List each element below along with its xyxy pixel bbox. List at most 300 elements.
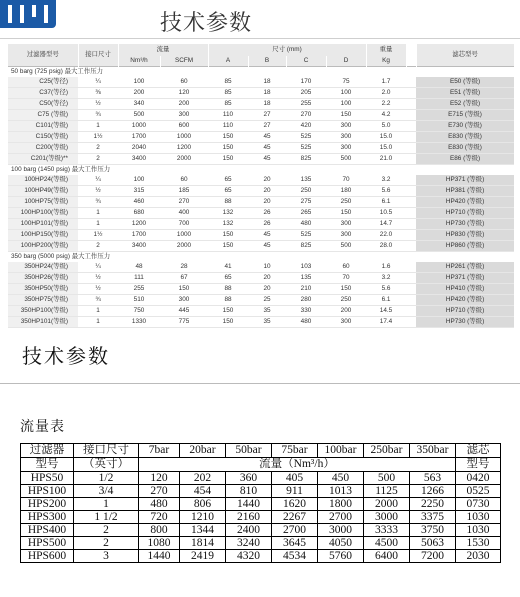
cell-flow: 405 <box>272 472 318 485</box>
table-row <box>8 262 514 273</box>
cell-element: E830 (等级) <box>416 132 514 143</box>
banner-divider <box>0 38 520 39</box>
cell-flow-nm3h: 1000 <box>118 121 160 132</box>
doc-divider <box>0 383 520 384</box>
cell-port: ½ <box>78 99 118 110</box>
cell-flow: 270 <box>139 485 180 498</box>
cell-dim-b: 45 <box>248 241 286 252</box>
table-row <box>21 550 501 563</box>
cell-element: HP410 (等级) <box>416 284 514 295</box>
cell-dim-c: 330 <box>286 306 326 317</box>
flow-header-pressure: 350bar <box>410 444 456 458</box>
cell-dim-b: 27 <box>248 110 286 121</box>
cell-flow-scfm: 445 <box>160 306 208 317</box>
cell-flow: 202 <box>180 472 226 485</box>
cell-dim-b: 18 <box>248 88 286 99</box>
flow-table <box>20 443 501 563</box>
flow-header-element-2: 型号 <box>456 458 501 472</box>
flow-header-model-2: 型号 <box>21 458 74 472</box>
table-row <box>8 241 514 252</box>
table-row <box>8 306 514 317</box>
table-row <box>8 284 514 295</box>
cell-flow-nm3h: 510 <box>118 295 160 306</box>
cell-model: 350HP100(等级) <box>8 306 78 317</box>
cell-element: 2030 <box>456 550 501 563</box>
cell-model: 350HP26(等级) <box>8 273 78 284</box>
cell-port: 2 <box>78 143 118 154</box>
cell-flow: 4500 <box>364 537 410 550</box>
cell-weight: 14.5 <box>366 306 406 317</box>
cell-model: 350HP50(等级) <box>8 284 78 295</box>
cell-flow-scfm: 775 <box>160 317 208 328</box>
table-row <box>8 132 514 143</box>
table-row <box>8 77 514 88</box>
cell-dim-c: 480 <box>286 317 326 328</box>
header-model: 过滤器型号 <box>8 44 78 67</box>
flow-header-model: 过滤器 <box>21 444 74 458</box>
cell-port: 3/4 <box>74 485 139 498</box>
cell-port: 2 <box>74 537 139 550</box>
cell-flow-scfm: 700 <box>160 219 208 230</box>
cell-weight: 2.0 <box>366 88 406 99</box>
cell-element: HP830 (等级) <box>416 230 514 241</box>
cell-dim-a: 150 <box>208 241 248 252</box>
cell-flow: 2400 <box>226 524 272 537</box>
header-flow-unit: Nm³/h <box>118 56 160 67</box>
cell-flow-scfm: 1000 <box>160 230 208 241</box>
cell-flow-nm3h: 111 <box>118 273 160 284</box>
cell-flow: 4534 <box>272 550 318 563</box>
cell-flow: 4050 <box>318 537 364 550</box>
cell-weight: 22.0 <box>366 230 406 241</box>
cell-flow: 720 <box>139 511 180 524</box>
cell-dim-d: 150 <box>326 208 366 219</box>
table-row <box>8 186 514 197</box>
cell-model: C150(等级) <box>8 132 78 143</box>
cell-flow: 2267 <box>272 511 318 524</box>
cell-model: C200(等级) <box>8 143 78 154</box>
cell-model: 350HP24(等级) <box>8 262 78 273</box>
cell-dim-a: 88 <box>208 197 248 208</box>
table-row <box>8 317 514 328</box>
cell-weight: 3.2 <box>366 175 406 186</box>
cell-flow-scfm: 120 <box>160 88 208 99</box>
cell-flow-scfm: 2000 <box>160 241 208 252</box>
flow-table-title: 流量表 <box>20 419 65 435</box>
cell-model: C25(等径) <box>8 77 78 88</box>
table-row <box>21 537 501 550</box>
cell-flow-scfm: 1000 <box>160 132 208 143</box>
spacer-cell <box>406 273 416 284</box>
cell-dim-c: 525 <box>286 143 326 154</box>
cell-port: ½ <box>78 186 118 197</box>
cell-dim-b: 20 <box>248 175 286 186</box>
cell-dim-a: 110 <box>208 110 248 121</box>
header-port: 接口尺寸 <box>78 44 118 67</box>
table-row <box>8 143 514 154</box>
brand-logo <box>0 0 56 28</box>
cell-model: 100HP49(等级) <box>8 186 78 197</box>
cell-dim-d: 180 <box>326 186 366 197</box>
cell-port: 1 <box>78 121 118 132</box>
cell-flow-scfm: 60 <box>160 77 208 88</box>
cell-model: HPS400 <box>21 524 74 537</box>
cell-element: HP730 (等级) <box>416 219 514 230</box>
cell-dim-c: 265 <box>286 208 326 219</box>
cell-port: ¾ <box>78 197 118 208</box>
table-row <box>8 154 514 165</box>
spacer-cell <box>406 186 416 197</box>
cell-port: 1 <box>78 306 118 317</box>
table-row <box>8 219 514 230</box>
cell-dim-a: 88 <box>208 284 248 295</box>
cell-dim-a: 150 <box>208 143 248 154</box>
cell-model: 350HP75(等级) <box>8 295 78 306</box>
cell-flow-nm3h: 1200 <box>118 219 160 230</box>
cell-element: 1030 <box>456 524 501 537</box>
cell-dim-a: 65 <box>208 186 248 197</box>
page-banner <box>0 0 520 44</box>
section-label: 350 barg (5000 psig) 最大工作压力 <box>8 252 514 263</box>
spacer-cell <box>406 219 416 230</box>
cell-port: 2 <box>78 154 118 165</box>
header-dim: B <box>248 56 286 67</box>
cell-flow: 1440 <box>139 550 180 563</box>
cell-dim-c: 280 <box>286 295 326 306</box>
cell-weight: 10.5 <box>366 208 406 219</box>
cell-dim-c: 270 <box>286 110 326 121</box>
cell-dim-c: 825 <box>286 154 326 165</box>
cell-flow: 3333 <box>364 524 410 537</box>
cell-flow: 3240 <box>226 537 272 550</box>
cell-element: 0420 <box>456 472 501 485</box>
cell-model: 100HP75(等级) <box>8 197 78 208</box>
cell-weight: 3.2 <box>366 273 406 284</box>
cell-flow-scfm: 300 <box>160 110 208 121</box>
spec-table-body <box>8 67 514 328</box>
cell-flow: 2160 <box>226 511 272 524</box>
cell-flow: 3000 <box>364 511 410 524</box>
section-label: 50 barg (725 psig) 最大工作压力 <box>8 67 514 78</box>
cell-dim-a: 150 <box>208 306 248 317</box>
cell-flow: 1125 <box>364 485 410 498</box>
cell-port: ¾ <box>78 295 118 306</box>
cell-flow-nm3h: 3400 <box>118 154 160 165</box>
flow-header-pressure: 100bar <box>318 444 364 458</box>
cell-flow: 480 <box>139 498 180 511</box>
spacer-cell <box>406 110 416 121</box>
cell-flow-nm3h: 100 <box>118 77 160 88</box>
section-header <box>8 165 514 176</box>
cell-weight: 6.1 <box>366 295 406 306</box>
cell-model: 350HP101(等级) <box>8 317 78 328</box>
cell-dim-c: 250 <box>286 186 326 197</box>
cell-dim-b: 20 <box>248 284 286 295</box>
cell-port: 1 <box>78 219 118 230</box>
cell-flow: 450 <box>318 472 364 485</box>
cell-dim-c: 170 <box>286 77 326 88</box>
cell-element: HP710 (等级) <box>416 306 514 317</box>
cell-dim-d: 500 <box>326 241 366 252</box>
cell-dim-a: 65 <box>208 175 248 186</box>
cell-flow-nm3h: 2040 <box>118 143 160 154</box>
cell-flow-nm3h: 1700 <box>118 132 160 143</box>
cell-port: ½ <box>78 284 118 295</box>
cell-model: C201(等级)** <box>8 154 78 165</box>
cell-port: ¼ <box>78 77 118 88</box>
spacer-cell <box>406 99 416 110</box>
header-dim: C <box>286 56 326 67</box>
cell-dim-b: 20 <box>248 197 286 208</box>
cell-flow-scfm: 60 <box>160 175 208 186</box>
cell-flow: 5063 <box>410 537 456 550</box>
cell-dim-c: 480 <box>286 219 326 230</box>
cell-dim-a: 41 <box>208 262 248 273</box>
flow-header-port-2: （英寸） <box>74 458 139 472</box>
cell-model: HPS300 <box>21 511 74 524</box>
cell-weight: 21.0 <box>366 154 406 165</box>
cell-dim-b: 45 <box>248 154 286 165</box>
spacer-cell <box>406 284 416 295</box>
cell-element: E730 (等级) <box>416 121 514 132</box>
table-row <box>8 175 514 186</box>
spacer-cell <box>406 154 416 165</box>
cell-dim-a: 132 <box>208 208 248 219</box>
table-row <box>8 295 514 306</box>
spacer-cell <box>406 317 416 328</box>
cell-flow-nm3h: 48 <box>118 262 160 273</box>
cell-dim-d: 100 <box>326 99 366 110</box>
cell-dim-d: 300 <box>326 230 366 241</box>
cell-model: HPS500 <box>21 537 74 550</box>
cell-element: E830 (等级) <box>416 143 514 154</box>
spacer-cell <box>406 262 416 273</box>
cell-flow-scfm: 185 <box>160 186 208 197</box>
cell-flow: 806 <box>180 498 226 511</box>
cell-dim-d: 300 <box>326 132 366 143</box>
cell-weight: 5.0 <box>366 121 406 132</box>
flow-header-port: 接口尺寸 <box>74 444 139 458</box>
cell-flow: 6400 <box>364 550 410 563</box>
cell-flow: 1344 <box>180 524 226 537</box>
cell-flow: 1266 <box>410 485 456 498</box>
table-row <box>8 273 514 284</box>
cell-port: 1 1/2 <box>74 511 139 524</box>
cell-model: C37(等径) <box>8 88 78 99</box>
cell-port: 1½ <box>78 132 118 143</box>
spacer-cell <box>406 197 416 208</box>
cell-dim-b: 18 <box>248 99 286 110</box>
cell-dim-c: 275 <box>286 197 326 208</box>
cell-dim-b: 26 <box>248 219 286 230</box>
cell-flow: 563 <box>410 472 456 485</box>
spacer-cell <box>406 77 416 88</box>
cell-dim-d: 300 <box>326 219 366 230</box>
cell-port: 3 <box>74 550 139 563</box>
cell-dim-b: 26 <box>248 208 286 219</box>
cell-element: 1030 <box>456 511 501 524</box>
cell-flow-nm3h: 750 <box>118 306 160 317</box>
cell-flow-nm3h: 1700 <box>118 230 160 241</box>
cell-element: E86 (等级) <box>416 154 514 165</box>
flow-header-pressure: 75bar <box>272 444 318 458</box>
cell-element: E715 (等级) <box>416 110 514 121</box>
table-row <box>21 524 501 537</box>
cell-dim-d: 300 <box>326 121 366 132</box>
cell-dim-d: 60 <box>326 262 366 273</box>
cell-dim-a: 85 <box>208 99 248 110</box>
cell-dim-a: 150 <box>208 132 248 143</box>
cell-weight: 17.4 <box>366 317 406 328</box>
cell-element: E50 (等级) <box>416 77 514 88</box>
cell-flow-nm3h: 340 <box>118 99 160 110</box>
cell-model: HPS600 <box>21 550 74 563</box>
cell-port: 1 <box>74 498 139 511</box>
cell-element: E52 (等级) <box>416 99 514 110</box>
cell-weight: 15.0 <box>366 132 406 143</box>
cell-port: 2 <box>74 524 139 537</box>
cell-port: ⅜ <box>78 88 118 99</box>
cell-dim-b: 20 <box>248 273 286 284</box>
cell-element: HP381 (等级) <box>416 186 514 197</box>
table-row <box>8 99 514 110</box>
cell-flow: 1814 <box>180 537 226 550</box>
cell-element: HP420 (等级) <box>416 295 514 306</box>
cell-model: 100HP200(等级) <box>8 241 78 252</box>
cell-flow: 4320 <box>226 550 272 563</box>
table-row <box>8 230 514 241</box>
spacer-cell <box>406 241 416 252</box>
cell-weight: 4.2 <box>366 110 406 121</box>
doc-title: 技术参数 <box>22 344 110 368</box>
cell-weight: 2.2 <box>366 99 406 110</box>
spacer-cell <box>406 208 416 219</box>
cell-flow-nm3h: 680 <box>118 208 160 219</box>
section-label: 100 barg (1450 psig) 最大工作压力 <box>8 165 514 176</box>
cell-port: 1 <box>78 208 118 219</box>
cell-flow-scfm: 2000 <box>160 154 208 165</box>
cell-port: 2 <box>78 241 118 252</box>
cell-flow-nm3h: 500 <box>118 110 160 121</box>
cell-dim-d: 300 <box>326 317 366 328</box>
spacer-cell <box>406 295 416 306</box>
cell-flow-scfm: 1200 <box>160 143 208 154</box>
section-header <box>8 252 514 263</box>
cell-flow-nm3h: 315 <box>118 186 160 197</box>
cell-weight: 5.6 <box>366 186 406 197</box>
cell-weight: 28.0 <box>366 241 406 252</box>
cell-dim-a: 110 <box>208 121 248 132</box>
table-row <box>8 88 514 99</box>
cell-model: 100HP101(等级) <box>8 219 78 230</box>
cell-element: HP710 (等级) <box>416 208 514 219</box>
cell-weight: 1.7 <box>366 77 406 88</box>
cell-flow-scfm: 150 <box>160 284 208 295</box>
cell-flow: 2250 <box>410 498 456 511</box>
cell-model: HPS200 <box>21 498 74 511</box>
cell-flow: 500 <box>364 472 410 485</box>
cell-dim-b: 35 <box>248 306 286 317</box>
header-dim: A <box>208 56 248 67</box>
cell-element: 0730 <box>456 498 501 511</box>
cell-dim-c: 420 <box>286 121 326 132</box>
cell-element: HP371 (等级) <box>416 273 514 284</box>
cell-weight: 6.1 <box>366 197 406 208</box>
cell-element: E51 (等级) <box>416 88 514 99</box>
cell-element: HP420 (等级) <box>416 197 514 208</box>
section-header <box>8 67 514 78</box>
flow-header-element: 滤芯 <box>456 444 501 458</box>
cell-dim-d: 75 <box>326 77 366 88</box>
cell-flow-scfm: 67 <box>160 273 208 284</box>
cell-port: ¾ <box>78 110 118 121</box>
cell-dim-d: 150 <box>326 110 366 121</box>
cell-dim-a: 132 <box>208 219 248 230</box>
cell-flow: 810 <box>226 485 272 498</box>
cell-dim-b: 27 <box>248 121 286 132</box>
cell-flow: 800 <box>139 524 180 537</box>
cell-dim-a: 150 <box>208 317 248 328</box>
cell-dim-c: 135 <box>286 273 326 284</box>
spacer-cell <box>406 175 416 186</box>
cell-flow: 911 <box>272 485 318 498</box>
table-row <box>21 485 501 498</box>
spacer-cell <box>406 230 416 241</box>
spec-table <box>8 44 515 328</box>
spacer-cell <box>406 306 416 317</box>
cell-dim-d: 150 <box>326 284 366 295</box>
cell-flow: 1210 <box>180 511 226 524</box>
cell-dim-b: 45 <box>248 143 286 154</box>
cell-model: HPS100 <box>21 485 74 498</box>
cell-port: ¼ <box>78 262 118 273</box>
cell-model: 100HP150(等级) <box>8 230 78 241</box>
cell-dim-b: 10 <box>248 262 286 273</box>
cell-element: HP730 (等级) <box>416 317 514 328</box>
cell-element: HP371 (等级) <box>416 175 514 186</box>
flow-header-pressure: 50bar <box>226 444 272 458</box>
cell-dim-a: 65 <box>208 273 248 284</box>
cell-weight: 15.0 <box>366 143 406 154</box>
table-row <box>21 511 501 524</box>
spacer-cell <box>406 88 416 99</box>
cell-dim-d: 250 <box>326 197 366 208</box>
cell-dim-a: 150 <box>208 230 248 241</box>
cell-flow-nm3h: 200 <box>118 88 160 99</box>
flow-header-pressure: 20bar <box>180 444 226 458</box>
cell-dim-c: 825 <box>286 241 326 252</box>
cell-flow: 3750 <box>410 524 456 537</box>
cell-flow-scfm: 300 <box>160 295 208 306</box>
cell-flow: 3000 <box>318 524 364 537</box>
cell-flow-scfm: 200 <box>160 99 208 110</box>
cell-dim-b: 20 <box>248 186 286 197</box>
cell-flow-nm3h: 100 <box>118 175 160 186</box>
cell-flow: 3645 <box>272 537 318 550</box>
cell-dim-d: 70 <box>326 273 366 284</box>
cell-flow-nm3h: 1330 <box>118 317 160 328</box>
flow-header-pressure: 7bar <box>139 444 180 458</box>
cell-model: 100HP100(等级) <box>8 208 78 219</box>
cell-flow-nm3h: 3400 <box>118 241 160 252</box>
table-row <box>8 121 514 132</box>
flow-header-pressure: 250bar <box>364 444 410 458</box>
cell-flow: 3375 <box>410 511 456 524</box>
cell-dim-d: 100 <box>326 88 366 99</box>
cell-element: HP860 (等级) <box>416 241 514 252</box>
cell-element: 1530 <box>456 537 501 550</box>
cell-dim-a: 150 <box>208 154 248 165</box>
